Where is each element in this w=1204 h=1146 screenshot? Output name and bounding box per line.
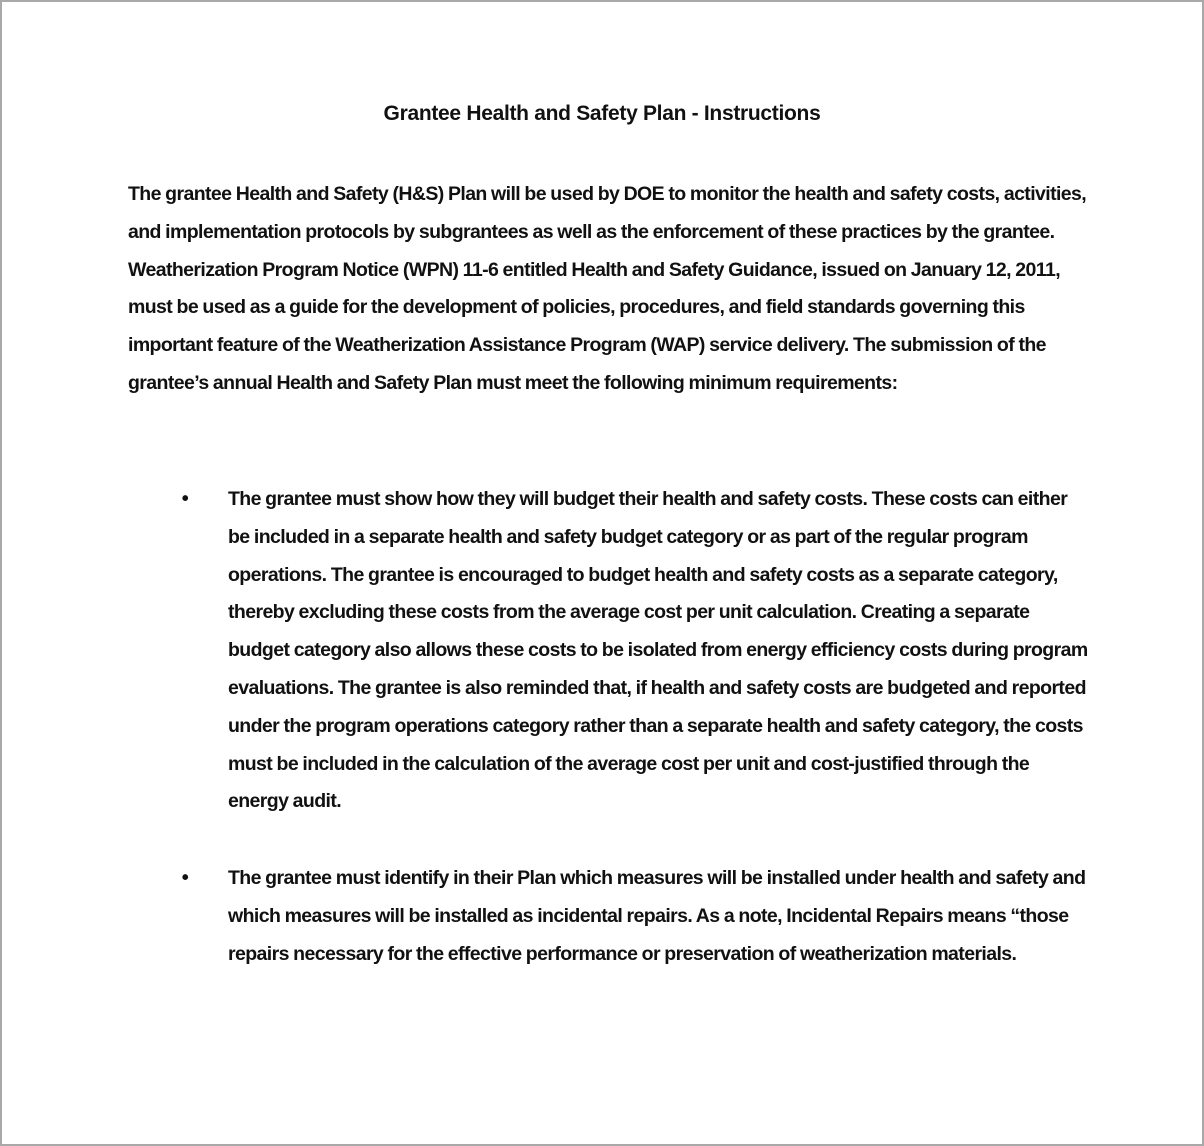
list-item xyxy=(128,860,1088,973)
list-item-text: The grantee must show how they will budget their health and safety costs. These costs can either be included in a separate health and safety budget category or as part of the regular program operations. The grantee is encouraged to budget health and safety costs as a separate category, thereby excluding these costs from the average cost per unit calculation. Creating a separate budget category also allows these costs to be isolated from energy efficiency costs during program evaluations. The grantee is also reminded that, if health and safety costs are budgeted and reported under the program operations category rather than a separate health and safety category, the costs must be included in the calculation of the average cost per unit and cost-justified through the energy audit. xyxy=(228,488,1088,813)
incidental-repairs-term: Incidental Repairs xyxy=(786,904,943,927)
intro-paragraph: The grantee Health and Safety (H&S) Plan will be used by DOE to monitor the health and safety costs, activities, and implementation protocols by subgrantees as well as the enforcement of these practices by the grantee. Weatherization Program Notice (WPN) 11-6 entitled Health and Safety Guidance, issued on January 12, 2011, must be used as a guide for the development of policies, procedures, and field standards governing this important feature of the Weatherization Assistance Program (WAP) service delivery. The submission of the grantee’s annual Health and Safety Plan must meet the following minimum requirements: xyxy=(128,183,1087,394)
list-item-text-before: The grantee must identify in their Plan which measures will be installed under health and safety and which measures will be installed as incidental repairs. As a note, xyxy=(228,867,1086,927)
requirements-list xyxy=(128,481,1088,974)
list-item xyxy=(128,481,1088,821)
list-item-text-after: means “those repairs necessary for the effective performance or preservation of weatherization materials. xyxy=(228,904,1069,965)
bullet-icon: • xyxy=(181,867,189,890)
document-title: Grantee Health and Safety Plan - Instructions xyxy=(383,102,821,125)
bullet-icon: • xyxy=(181,488,189,510)
list-item-text xyxy=(228,860,1088,973)
